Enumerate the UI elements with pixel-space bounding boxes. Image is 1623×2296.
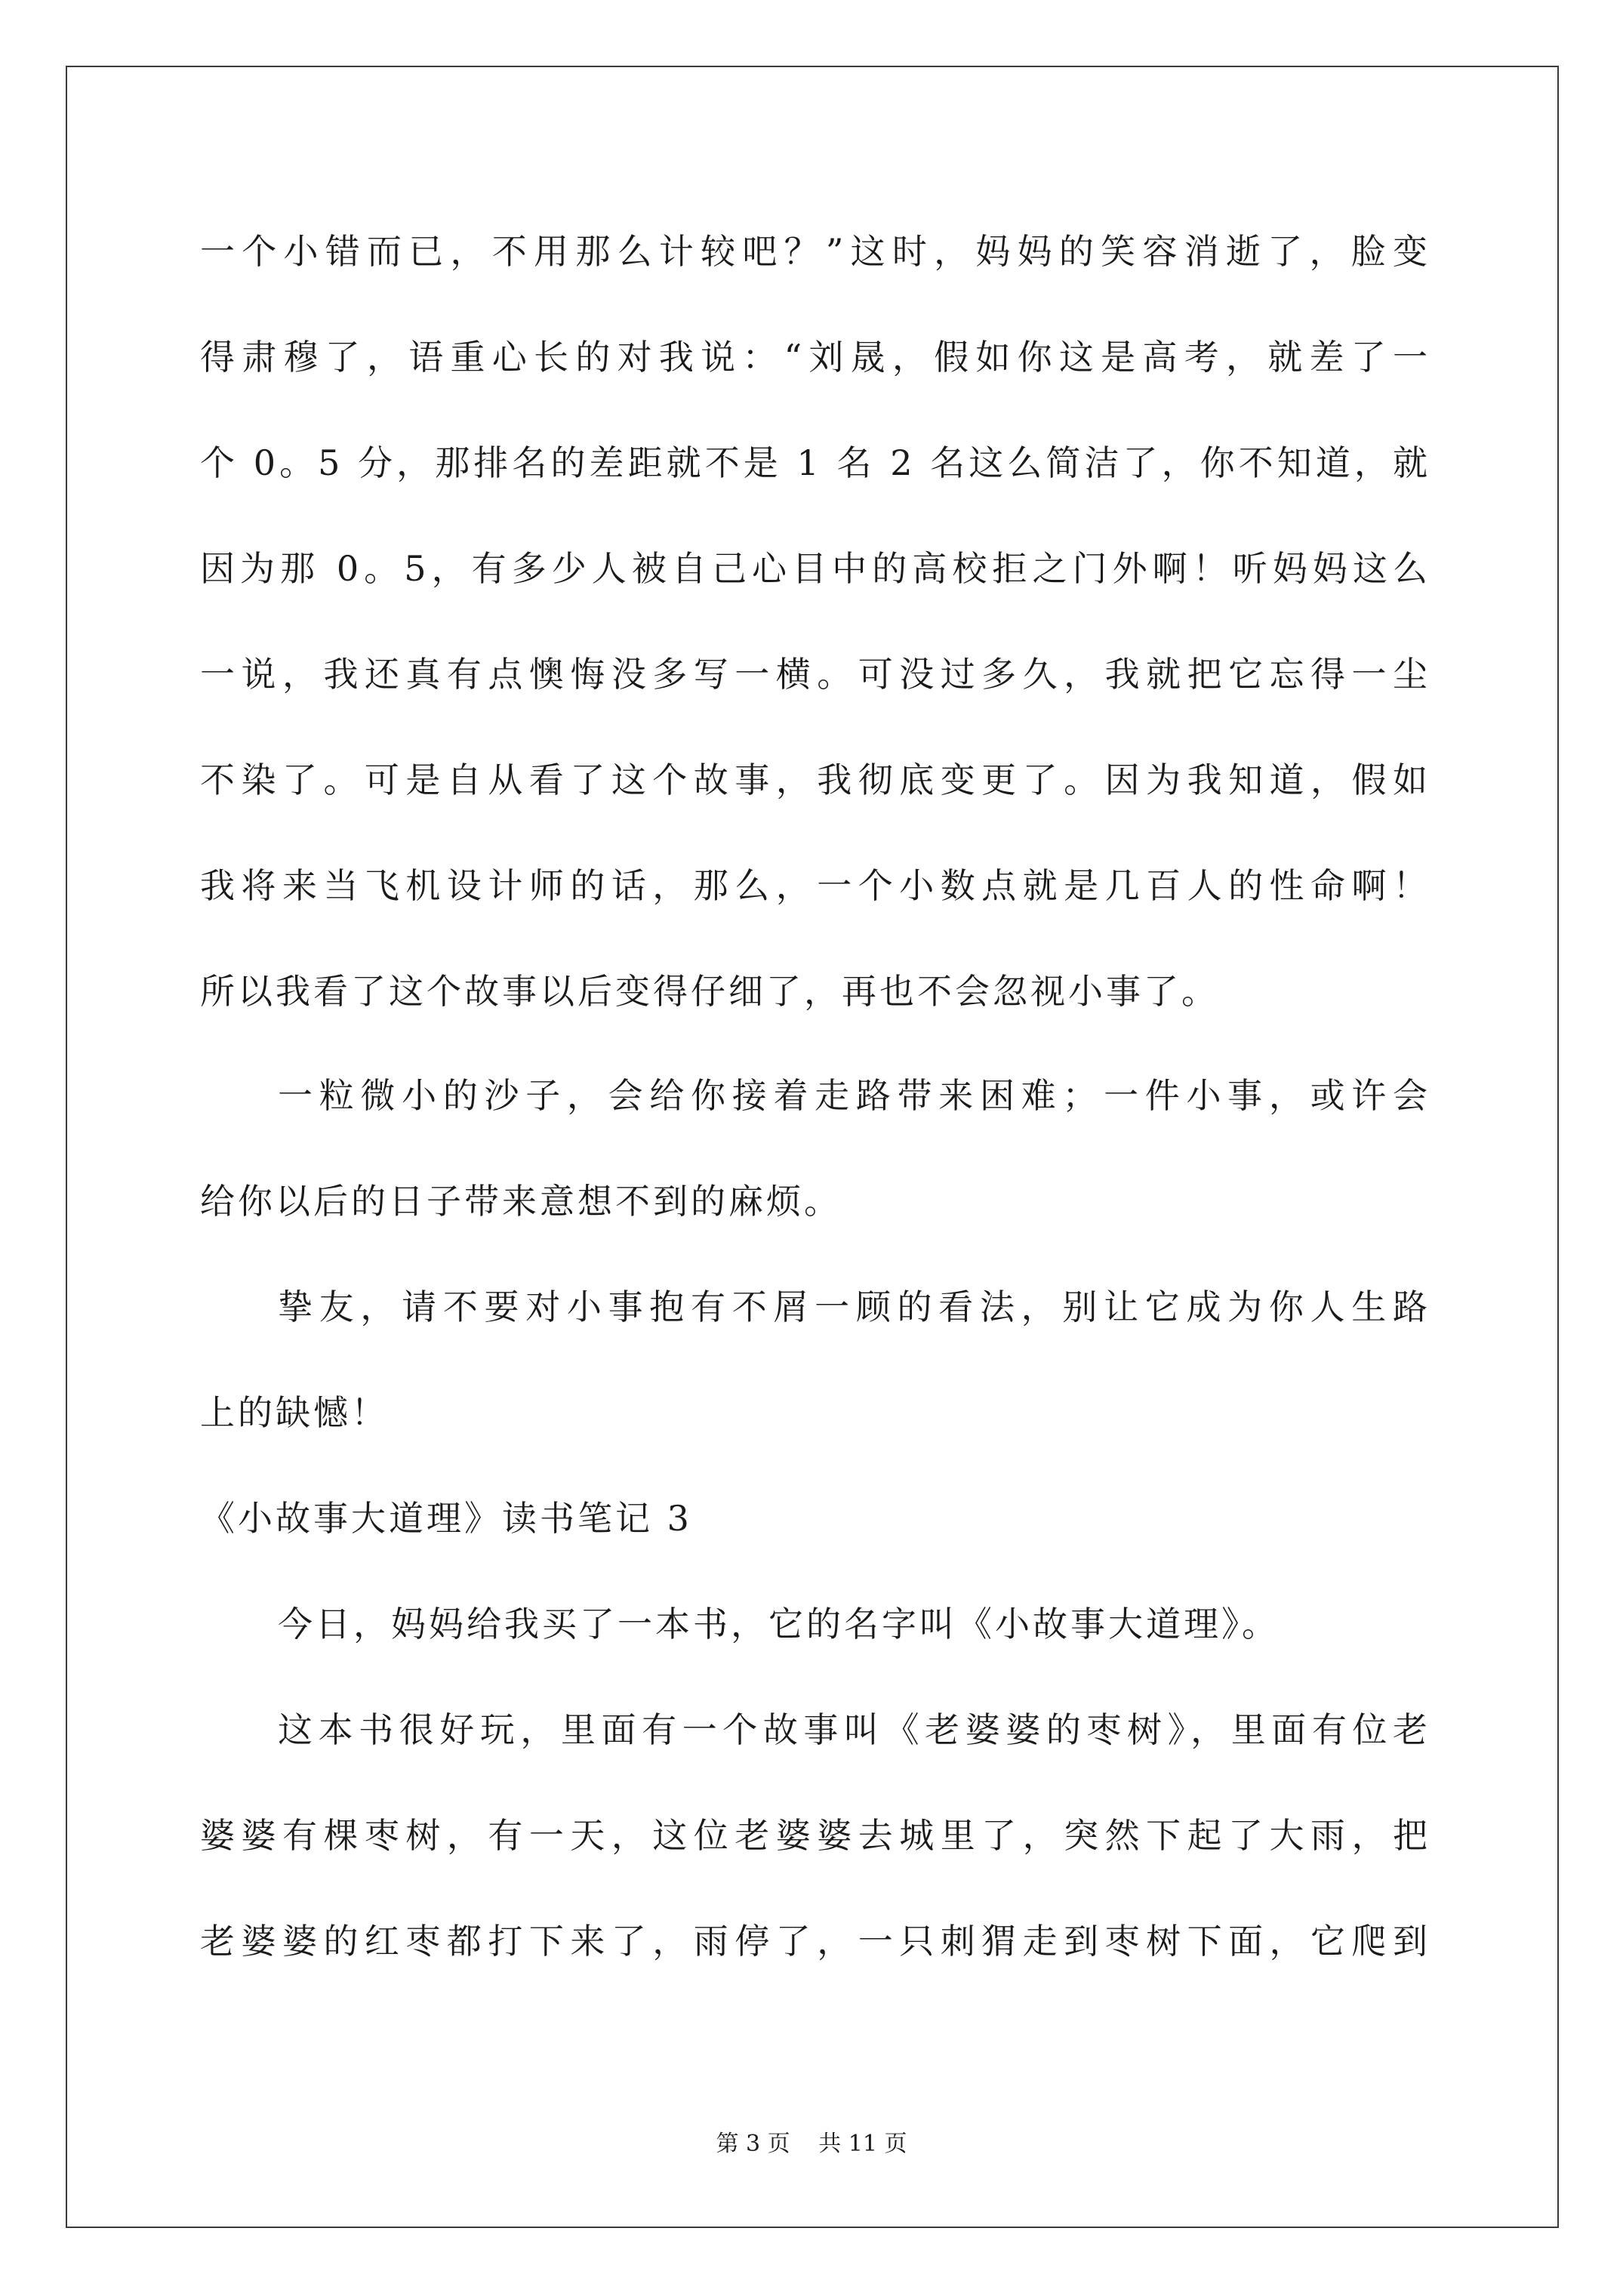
paragraph-start-line: 挚友，请不要对小事抱有不屑一顾的看法，别让它成为你人生路 xyxy=(278,1287,1431,1327)
paragraph-start-line: 一粒微小的沙子，会给你接着走路带来困难；一件小事，或许会 xyxy=(278,1075,1431,1116)
text-line: 一说，我还真有点懊悔没多写一横。可没过多久，我就把它忘得一尘 xyxy=(200,654,1431,695)
text-line: 所以我看了这个故事以后变得仔细了，再也不会忽视小事了。 xyxy=(200,971,1219,1012)
page-number: 第 3 页 xyxy=(716,2131,790,2157)
text-line: 上的缺憾！ xyxy=(200,1392,389,1433)
section-heading: 《小故事大道理》读书笔记 3 xyxy=(200,1498,692,1539)
text-line: 一个小错而已，不用那么计较吧？”这时，妈妈的笑容消逝了，脸变 xyxy=(200,231,1431,272)
text-line: 因为那 0。5，有多少人被自己心目中的高校拒之门外啊！听妈妈这么 xyxy=(200,548,1431,589)
text-line: 给你以后的日子带来意想不到的麻烦。 xyxy=(200,1181,842,1222)
text-line: 我将来当飞机设计师的话，那么，一个小数点就是几百人的性命啊！ xyxy=(200,865,1431,906)
page-total: 共 11 页 xyxy=(818,2131,907,2157)
text-line: 个 0。5 分，那排名的差距就不是 1 名 2 名这么简洁了，你不知道，就 xyxy=(200,442,1431,483)
text-line: 得肃穆了，语重心长的对我说：“刘晟，假如你这是高考，就差了一 xyxy=(200,337,1431,378)
page-footer xyxy=(0,2125,1623,2163)
text-line: 婆婆有棵枣树，有一天，这位老婆婆去城里了，突然下起了大雨，把 xyxy=(200,1815,1431,1856)
text-line: 不染了。可是自从看了这个故事，我彻底变更了。因为我知道，假如 xyxy=(200,760,1431,800)
paragraph-start-line: 这本书很好玩，里面有一个故事叫《老婆婆的枣树》，里面有位老 xyxy=(278,1709,1431,1750)
paragraph-start-line: 今日，妈妈给我买了一本书，它的名字叫《小故事大道理》。 xyxy=(278,1604,1280,1644)
text-line: 老婆婆的红枣都打下来了，雨停了，一只刺猬走到枣树下面，它爬到 xyxy=(200,1921,1431,1962)
